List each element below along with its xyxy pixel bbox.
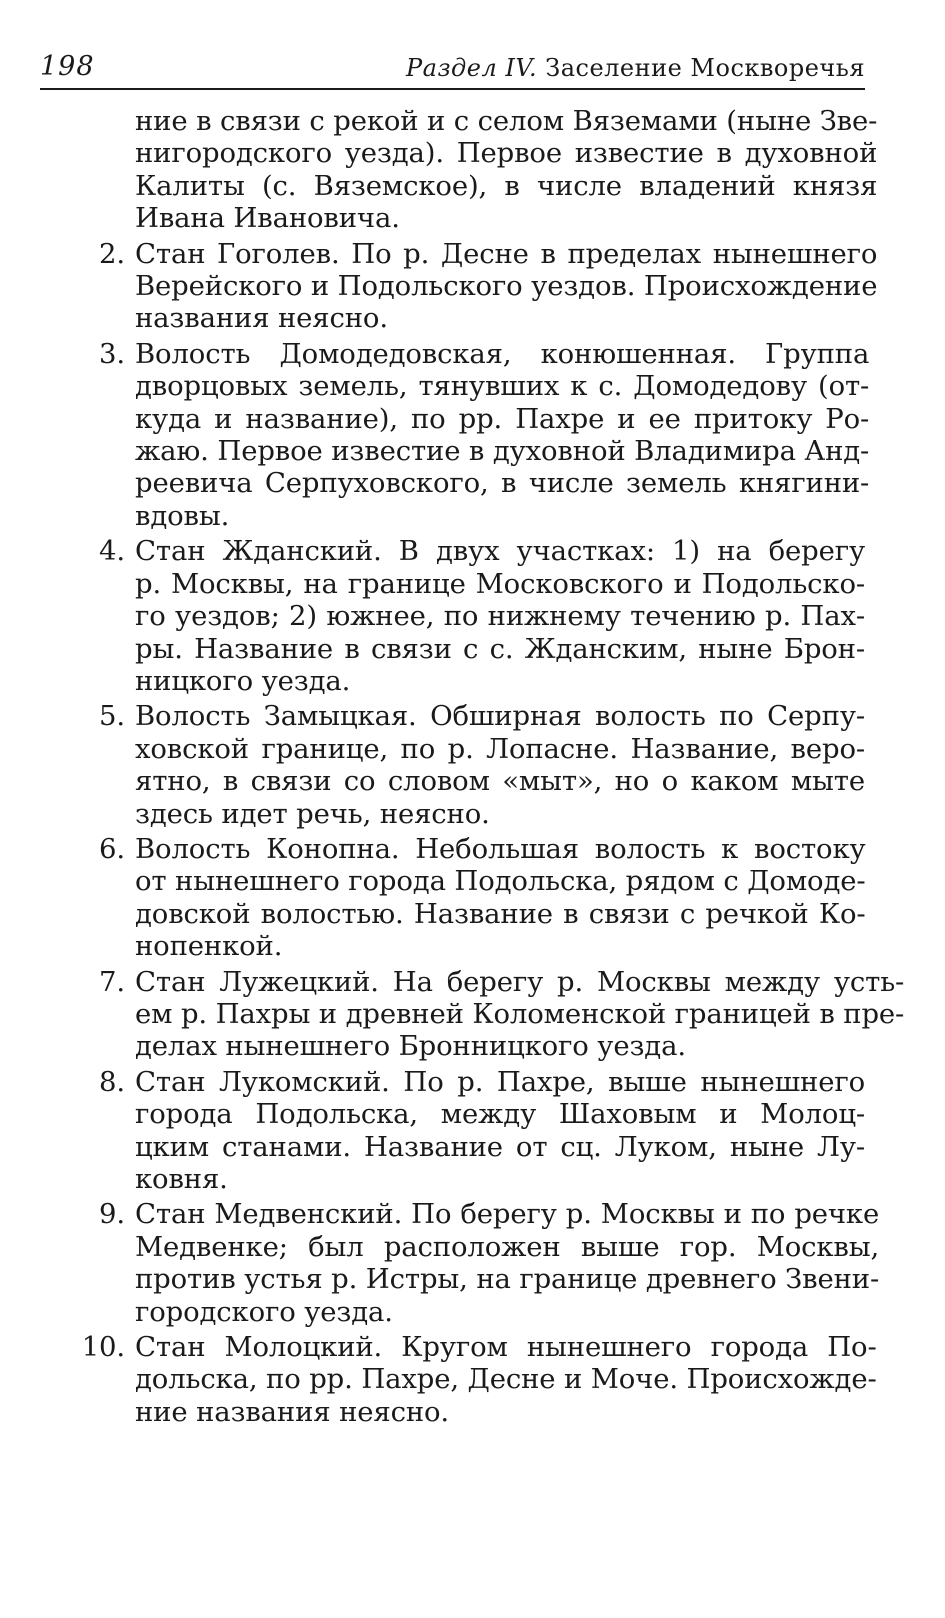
text-line: Медвенке; был расположен выше гор. Москвы, [135,1230,880,1263]
text-line: делах нынешнего Бронницкого уезда. [135,1030,686,1063]
text-line: Стан Молоцкий. Кругом нынешнего города По- [135,1331,877,1364]
text-line: куда и название), по рр. Пахре и ее притоку Ро- [135,402,870,435]
text-line: довской волостью. Название в связи с речкой Ко- [135,897,866,930]
text-line: Волость Домодедовская, конюшенная. Группа [135,337,870,370]
text-line: ятно, в связи со словом «мыт», но о каком мыте [135,765,865,798]
item-number: 4. [99,535,125,568]
text-line: Стан Лукомский. По р. Пахре, выше нынешнего [135,1065,865,1098]
item-text [135,238,877,335]
text-line: ние названия неясно. [135,1395,450,1428]
text-line: Волость Конопна. Небольшая волость к востоку [135,832,866,865]
entry-list [40,105,905,1431]
text-line: Стан Гоголев. По р. Десне в пределах нынешнего [135,237,878,270]
text-line: против устья р. Истры, на границе древнего Звени- [135,1263,880,1296]
item-number: 10. [81,1331,125,1364]
text-line: ем р. Пахры и древней Коломенской границей в пре- [135,997,905,1030]
item-number: 8. [99,1065,125,1098]
text-line: реевича Серпуховского, в числе земель княгини- [135,467,870,500]
section-label: Раздел IV. [405,54,538,82]
text-line: здесь идет речь, неясно. [135,797,490,830]
chapter-title: Заселение Москворечья [545,54,865,82]
text-line: Стан Лужецкий. На берегу р. Москвы между усть- [135,965,905,998]
item-text [135,833,866,963]
item-text [135,1066,865,1196]
list-item [40,1198,880,1328]
item-text [135,966,904,1063]
item-number: 2. [99,237,125,270]
text-line: Ивана Ивановича. [135,202,400,235]
list-item [40,105,878,235]
item-number: 5. [99,700,125,733]
list-item [40,700,865,830]
page-number: 198 [40,51,95,82]
text-line: жаю. Первое известие в духовной Владимира Анд- [135,435,870,468]
item-text [135,338,869,532]
page-header [40,46,865,90]
item-text [135,1331,877,1428]
item-number: 6. [99,832,125,865]
item-text [135,700,865,830]
text-line: нигородского уезда). Первое известие в духовной [135,137,878,170]
text-line: ницкого уезда. [135,664,351,697]
item-text [135,1198,879,1328]
list-item [40,965,905,1063]
text-line: цким станами. Название от сц. Луком, ныне Лу- [135,1130,865,1163]
text-line: от нынешнего города Подольска, рядом с Домоде- [135,865,866,898]
text-line: дольска, по рр. Пахре, Десне и Моче. Происхожде- [135,1363,877,1396]
text-line: Волость Замыцкая. Обширная волость по Серпу- [135,700,865,733]
list-item [40,535,865,697]
text-line: вдовы. [135,499,230,532]
running-head [406,54,865,82]
text-line: ние в связи с рекой и с селом Вяземами (ныне Зве- [135,105,878,137]
text-line: дворцовых земель, тянувших к с. Домодедову (от- [135,370,870,403]
list-item [40,337,870,532]
item-number: 9. [99,1198,125,1231]
text-line: ковня. [135,1163,228,1195]
text-line: го уездов; 2) южнее, по нижнему течению р. Пах- [135,600,865,633]
item-number [40,105,135,235]
text-line: названия неясно. [135,302,388,335]
list-item [40,1331,877,1428]
text-line: Стан Медвенский. По берегу р. Москвы и по речке [135,1198,880,1231]
text-line: ховской границе, по р. Лопасне. Название, веро- [135,732,865,765]
text-line: Верейского и Подольского уездов. Происхождение [135,270,878,303]
text-line: городского уезда. [135,1295,393,1328]
item-number: 7. [99,965,125,998]
list-item [40,833,865,963]
text-line: р. Москвы, на границе Московского и Подольско- [135,567,865,600]
text-line: нопенкой. [135,930,283,963]
text-line: Стан Жданский. В двух участках: 1) на берегу [135,535,865,568]
text-line: Калиты (с. Вяземское), в числе владений князя [135,169,878,202]
text-line: ры. Название в связи с с. Жданским, ныне Брон- [135,632,865,665]
item-text [135,535,865,697]
item-text [135,105,877,235]
list-item [40,237,878,335]
item-number: 3. [99,337,125,370]
list-item [40,1066,865,1196]
text-line: города Подольска, между Шаховым и Молоц- [135,1098,865,1131]
